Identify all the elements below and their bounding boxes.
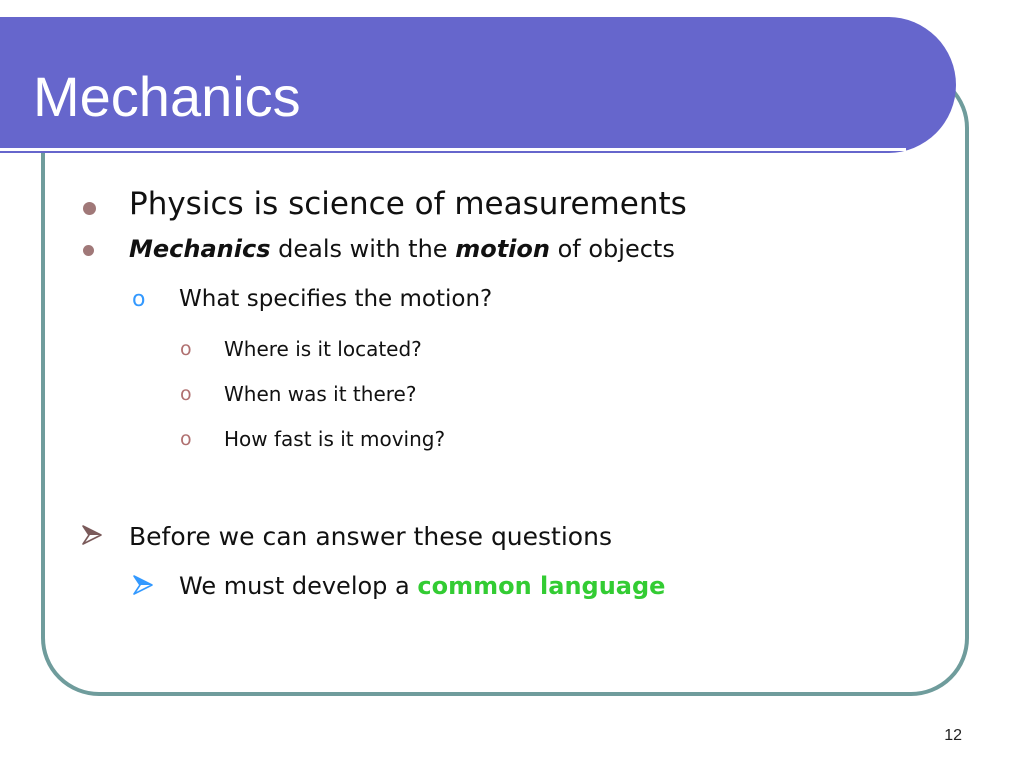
highlighted-phrase: common language (417, 572, 666, 600)
bullet-text (129, 235, 675, 263)
bullet-text: Physics is science of measurements (129, 186, 687, 222)
bullet-text (179, 572, 665, 600)
page-number: 12 (944, 727, 962, 744)
arrow-bullet-icon (132, 574, 154, 596)
hollow-circle-bullet-icon: o (132, 287, 146, 312)
arrow-bullet-icon (81, 524, 103, 546)
hollow-circle-bullet-icon: o (180, 338, 192, 360)
text-tail: of objects (549, 235, 675, 263)
filled-circle-bullet-icon (83, 245, 94, 256)
bullet-text: Where is it located? (224, 337, 422, 361)
hollow-circle-bullet-icon: o (180, 428, 192, 450)
text-lead: We must develop a (179, 572, 418, 600)
bullet-text: What specifies the motion? (179, 286, 493, 312)
slide-title: Mechanics (33, 65, 301, 128)
filled-circle-bullet-icon (83, 202, 96, 215)
hollow-circle-bullet-icon: o (180, 383, 192, 405)
text-mid: deals with the (270, 235, 456, 263)
bullet-text: When was it there? (224, 382, 417, 406)
term-motion: motion (455, 235, 550, 263)
title-bar (0, 17, 956, 153)
title-underline-rule (0, 148, 906, 151)
bullet-text: How fast is it moving? (224, 427, 446, 451)
bullet-text: Before we can answer these questions (129, 522, 612, 551)
term-mechanics: Mechanics (129, 235, 271, 263)
